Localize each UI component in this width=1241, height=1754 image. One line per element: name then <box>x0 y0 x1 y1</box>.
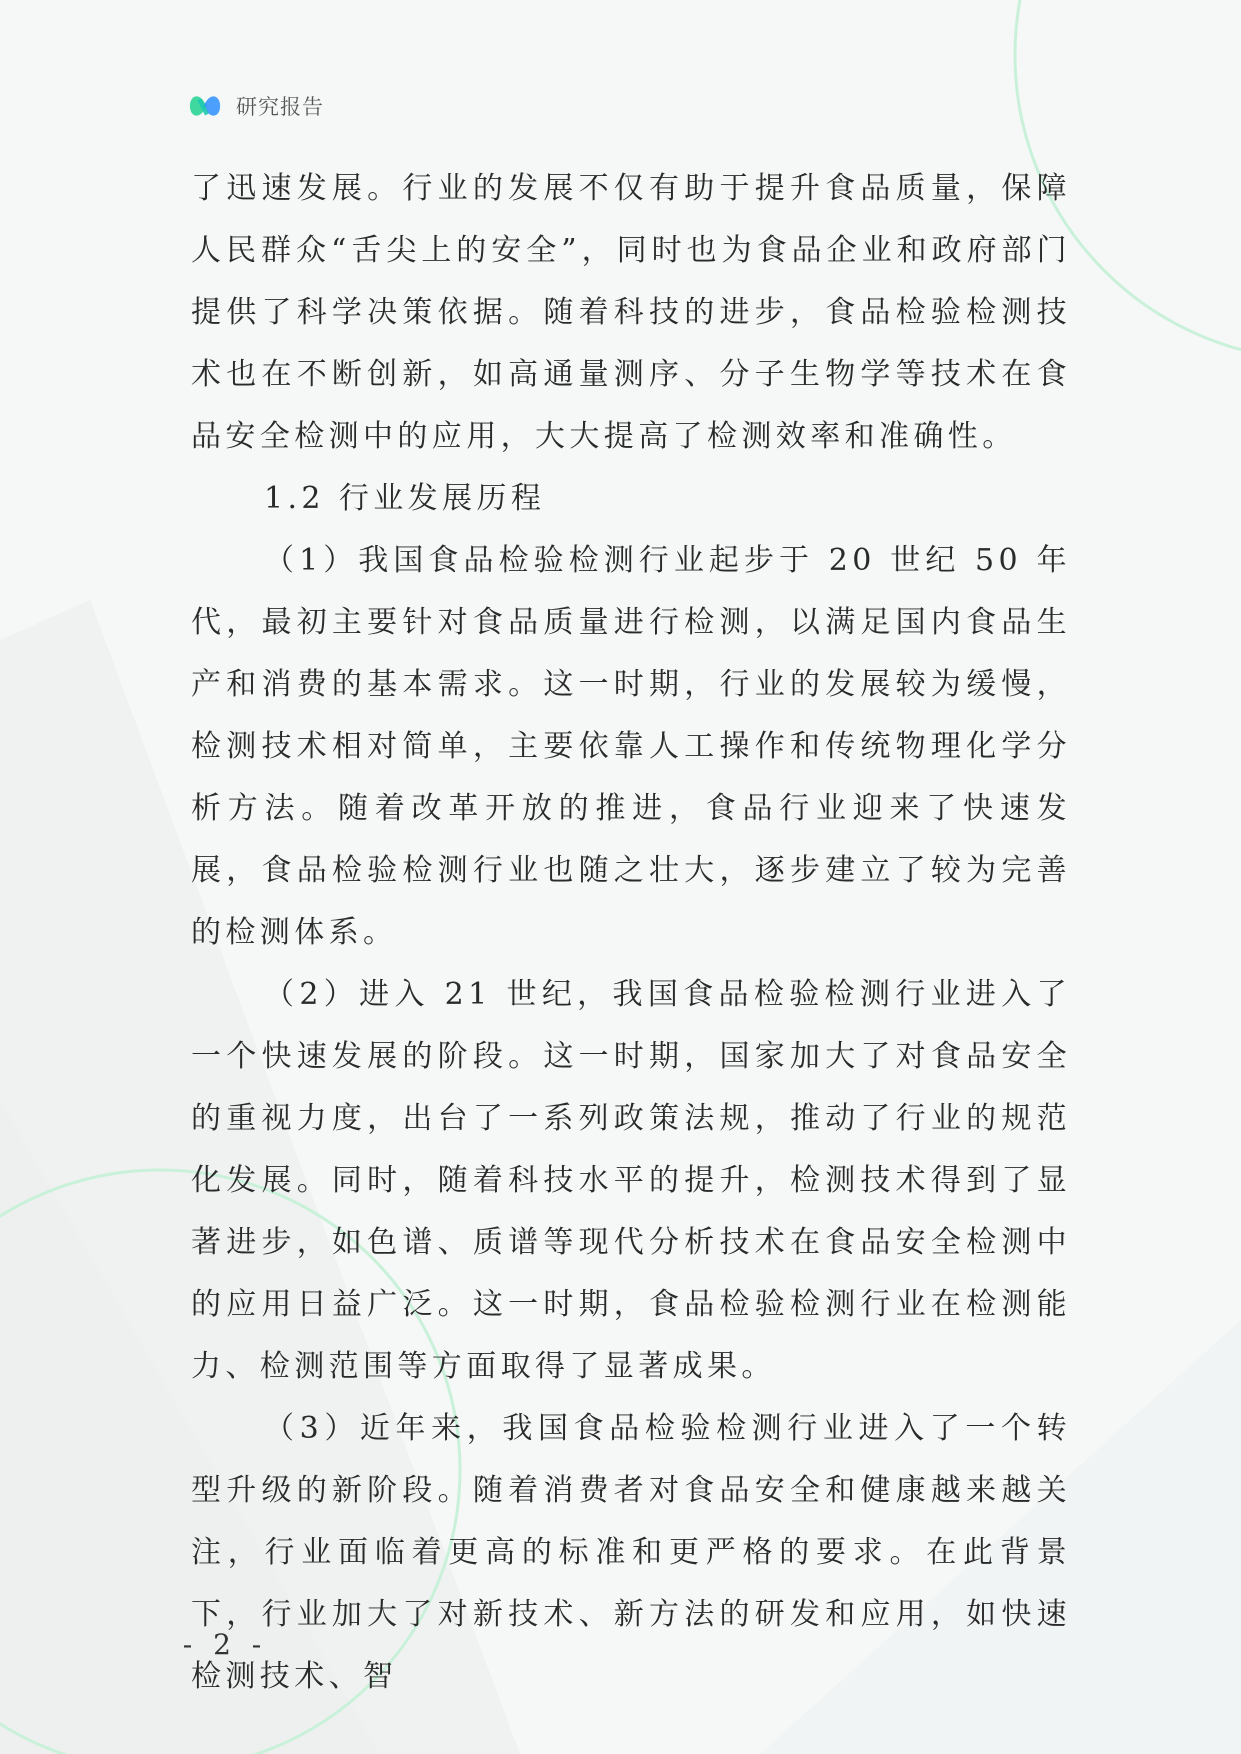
document-body <box>191 158 1071 1708</box>
paragraph-2: （2）进入 21 世纪，我国食品检验检测行业进入了一个快速发展的阶段。这一时期，国家加大了对食品安全的重视力度，出台了一系列政策法规，推动了行业的规范化发展。同时，随着科技水平的提升，检测技术得到了显著进步，如色谱、质谱等现代分析技术在食品安全检测中的应用日益广泛。这一时期，食品检验检测行业在检测能力、检测范围等方面取得了显著成果。 <box>191 977 1071 1384</box>
report-header <box>186 86 324 126</box>
brand-logo-icon <box>186 89 224 123</box>
paragraph-intro: 了迅速发展。行业的发展不仅有助于提升食品质量，保障人民群众“舌尖上的安全”，同时也为食品企业和政府部门提供了科学决策依据。随着科技的进步，食品检验检测技术也在不断创新，如高通量测序、分子生物学等技术在食品安全检测中的应用，大大提高了检测效率和准确性。 <box>191 171 1071 454</box>
page-number: - 2 - <box>182 1628 268 1661</box>
header-title: 研究报告 <box>236 95 324 119</box>
section-heading: 1.2 行业发展历程 <box>264 481 546 516</box>
paragraph-1: （1）我国食品检验检测行业起步于 20 世纪 50 年代，最初主要针对食品质量进行检测，以满足国内食品生产和消费的基本需求。这一时期，行业的发展较为缓慢，检测技术相对简单，主要依靠人工操作和传统物理化学分析方法。随着改革开放的推进，食品行业迎来了快速发展，食品检验检测行业也随之壮大，逐步建立了较为完善的检测体系。 <box>191 543 1071 950</box>
paragraph-3: （3）近年来，我国食品检验检测行业进入了一个转型升级的新阶段。随着消费者对食品安全和健康越来越关注，行业面临着更高的标准和更严格的要求。在此背景下，行业加大了对新技术、新方法的研发和应用，如快速检测技术、智 <box>191 1411 1071 1694</box>
